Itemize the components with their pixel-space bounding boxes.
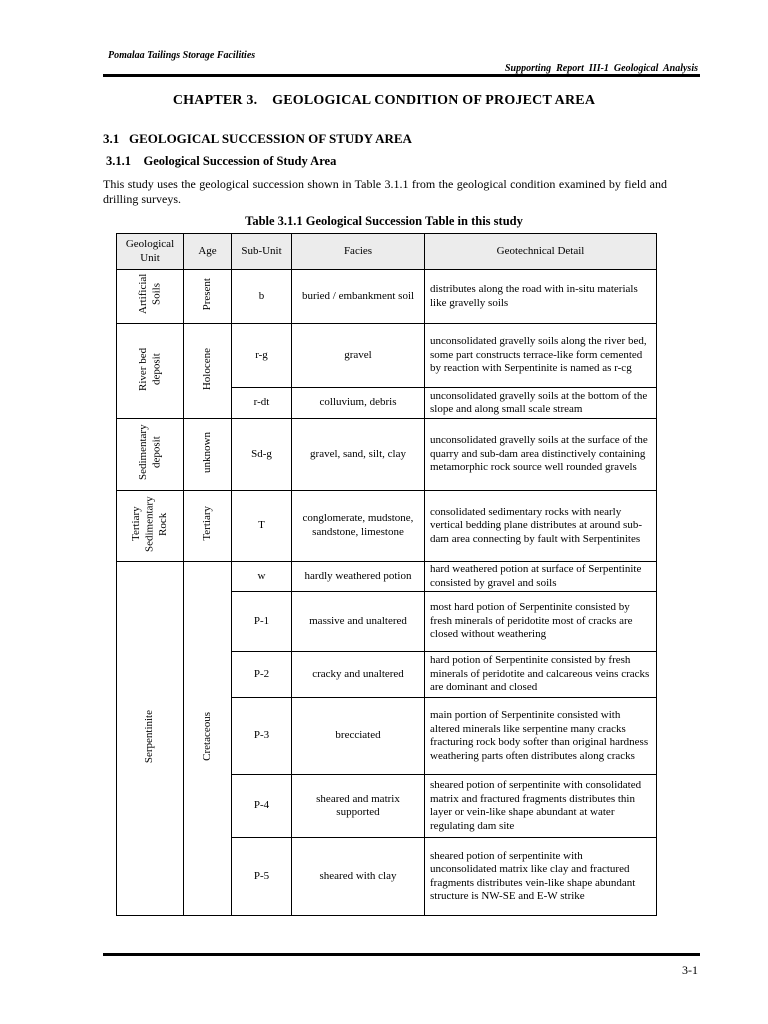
unit-cell (117, 562, 184, 916)
header-age: Age (184, 234, 232, 270)
detail-cell: sheared potion of serpentinite with unconsolidated matrix like clay and fractured fragments distributes vein-like shape abundant structure is NW-SE and E-W strike (425, 838, 657, 916)
subunit-cell: w (232, 562, 292, 592)
table-header-row (117, 234, 657, 270)
subunit-cell: P-4 (232, 775, 292, 838)
detail-cell: unconsolidated gravelly soils along the river bed, some part constructs terrace-like form cemented by reaction with Serpentinite is named as r-cg (425, 324, 657, 388)
unit-label: River bed deposit (136, 347, 162, 391)
unit-label: Artificial Soils (136, 274, 162, 315)
age-label: unknown (200, 431, 213, 473)
header-facies: Facies (292, 234, 425, 270)
detail-cell: hard potion of Serpentinite consisted by fresh minerals of peridotite and calcareous veins cracks are dominant and closed (425, 652, 657, 698)
section-heading: 3.1 GEOLOGICAL SUCCESSION OF STUDY AREA (103, 131, 412, 146)
facies-cell: gravel, sand, silt, clay (292, 419, 425, 491)
detail-cell: sheared potion of serpentinite with consolidated matrix and fractured fragments distributes thin layer or vein-like shape abundant at water regulating dam site (425, 775, 657, 838)
header-rule (103, 74, 700, 77)
subsection-heading: 3.1.1 Geological Succession of Study Area (106, 154, 337, 168)
chapter-title: CHAPTER 3. GEOLOGICAL CONDITION OF PROJECT AREA (172, 93, 596, 108)
detail-cell: distributes along the road with in-situ materials like gravelly soils (425, 270, 657, 324)
facies-cell: buried / embankment soil (292, 270, 425, 324)
geological-succession-table (116, 233, 657, 916)
header-sub-unit: Sub-Unit (232, 234, 292, 270)
age-cell (184, 324, 232, 419)
facies-cell: cracky and unaltered (292, 652, 425, 698)
age-label: Tertiary (200, 506, 213, 541)
table-row (117, 270, 657, 324)
facies-cell: conglomerate, mudstone, sandstone, limestone (292, 490, 425, 562)
detail-cell: consolidated sedimentary rocks with nearly vertical bedding plane distributes at around sub-dam area connecting by fault with Serpentinites (425, 490, 657, 562)
subunit-cell: P-1 (232, 592, 292, 652)
header-project-name: Pomalaa Tailings Storage Facilities (108, 50, 256, 61)
age-cell (184, 562, 232, 916)
unit-cell (117, 490, 184, 562)
detail-cell: unconsolidated gravelly soils at the surface of the quarry and sub-dam area distinctively containing metamorphic rock source well rounded gravels (425, 419, 657, 491)
age-label: Holocene (200, 347, 213, 390)
subunit-cell: P-5 (232, 838, 292, 916)
header-report-title: Supporting Report III-1 Geological Analysis (505, 63, 698, 74)
subunit-cell: b (232, 270, 292, 324)
age-cell (184, 490, 232, 562)
facies-cell: brecciated (292, 698, 425, 775)
unit-label: Tertiary Sedimentary Rock (129, 495, 169, 552)
age-label: Cretaceous (200, 711, 213, 761)
subunit-cell: P-3 (232, 698, 292, 775)
unit-label: Serpentinite (143, 709, 156, 763)
subunit-cell: P-2 (232, 652, 292, 698)
header-geological-unit: Geological Unit (117, 234, 184, 270)
facies-cell: gravel (292, 324, 425, 388)
subunit-cell: r-dt (232, 388, 292, 419)
facies-cell: sheared with clay (292, 838, 425, 916)
table-row (117, 324, 657, 388)
facies-cell: sheared and matrix supported (292, 775, 425, 838)
detail-cell: main portion of Serpentinite consisted with altered minerals like serpentine many cracks fracturing rock body softer than original hardness weathering parts often distributes along cracks (425, 698, 657, 775)
unit-cell (117, 419, 184, 491)
detail-cell: hard weathered potion at surface of Serpentinite consisted by gravel and soils (425, 562, 657, 592)
age-cell (184, 270, 232, 324)
detail-cell: most hard potion of Serpentinite consisted by fresh minerals of peridotite most of cracks are closed without weathering (425, 592, 657, 652)
footer-rule (103, 953, 700, 956)
table-row (117, 490, 657, 562)
facies-cell: colluvium, debris (292, 388, 425, 419)
facies-cell: hardly weathered potion (292, 562, 425, 592)
table-row (117, 562, 657, 592)
page-number: 3-1 (682, 963, 698, 977)
age-label: Present (200, 278, 213, 311)
facies-cell: massive and unaltered (292, 592, 425, 652)
table-row (117, 419, 657, 491)
unit-label: Sedimentary deposit (136, 424, 162, 480)
unit-cell (117, 324, 184, 419)
subunit-cell: T (232, 490, 292, 562)
unit-cell (117, 270, 184, 324)
detail-cell: unconsolidated gravelly soils at the bottom of the slope and along small scale stream (425, 388, 657, 419)
table-caption: Table 3.1.1 Geological Succession Table in this study (245, 214, 523, 228)
header-geotechnical-detail: Geotechnical Detail (425, 234, 657, 270)
age-cell (184, 419, 232, 491)
body-paragraph: This study uses the geological succession shown in Table 3.1.1 from the geological condition examined by field and drilling surveys. (103, 177, 667, 206)
subunit-cell: r-g (232, 324, 292, 388)
subunit-cell: Sd-g (232, 419, 292, 491)
